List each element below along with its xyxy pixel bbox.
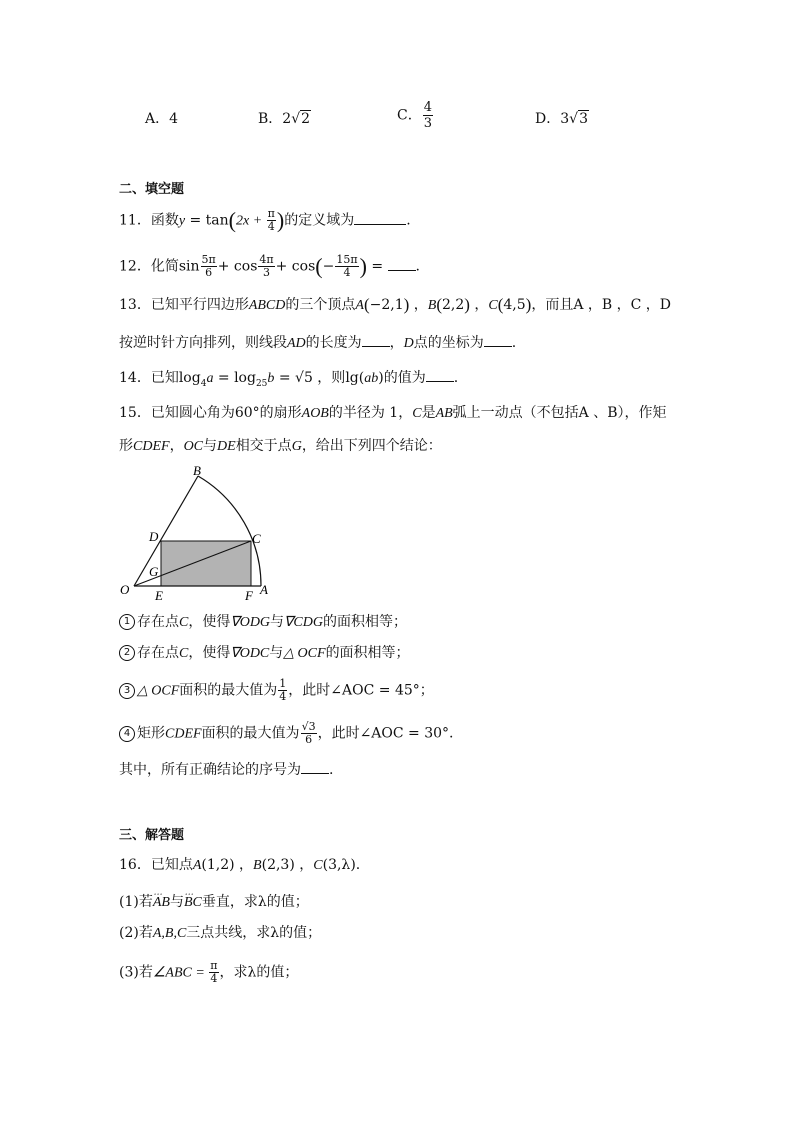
label-b: B [193,463,201,478]
question-14: 14．已知$\log_4a = \log_{25}b = √5$ ，则lg(ab)的值为 . [119,367,458,394]
label-a: A [260,582,268,597]
answer-blank[interactable] [388,256,416,271]
option-d: D．3√3 [535,111,588,127]
question-13-line-2: 按逆时针方向排列，则线段AD的长度为 ，D点的坐标为 . [119,332,516,354]
label-c: C [252,531,261,546]
answer-blank[interactable] [426,367,454,382]
question-13-line-1: 13．已知平行四边形ABCD的三个顶点A(−2,1) ，B(2,2) ，C(4,5)，而且A ，B ，C ，D [119,295,672,314]
answer-blank[interactable] [301,759,329,774]
question-16-part-3: (3)若∠ABC = $\frac{\pi}{4}$ ，求λ的值； [119,959,299,985]
label-e: E [155,588,163,603]
conclusion-3: 3 △ OCF面积的最大值为 $\frac{1}{4}$ ，此时∠AOC = 45°； [119,678,434,703]
question-16-part-2: (2)若A,B,C三点共线，求λ的值； [119,925,322,941]
question-16-part-1: (1)若⋯ AB与⋯ BC垂直，求λ的值； [119,892,309,913]
label-d: D [149,529,159,544]
option-a: A．4 [145,111,179,127]
conclusion-2: 2 存在点C，使得∇ODC与△ OCF的面积相等； [119,643,410,664]
question-12: 12．化简sin $\frac{5\pi}{6}$ + cos $\frac{4\pi}{3}$ + cos(− $\frac{15\pi}{4}$ ) = . [119,253,420,279]
section-heading-fill-blank: 二、填空题 [119,182,185,197]
label-g: G [149,564,159,579]
question-15-line-2: 形CDEF，OC与DE相交于点G，给出下列四个结论： [119,438,442,454]
rectangle-cdef [161,541,251,586]
answer-blank[interactable] [484,332,512,347]
label-f: F [245,588,253,603]
label-o: O [120,582,130,597]
question-15-line-1: 15．已知圆心角为60°的扇形AOB的半径为 1，C是AB弧上一动点（不包括A 、B），作矩 [119,405,667,421]
answer-blank[interactable] [354,210,406,225]
option-b: B．2√2 [258,111,311,127]
question-16: 16．已知点A(1,2) ，B(2,3) ，C(3,λ). [119,857,361,873]
conclusion-1: 1 存在点C，使得∇ODG与∇CDG的面积相等； [119,612,407,633]
option-c: C． $\frac{4}{3}$ [397,100,432,131]
section-heading-solve: 三、解答题 [119,828,185,843]
sector-diagram [110,458,280,604]
question-15-conclusion: 其中，所有正确结论的序号为 . [119,759,333,780]
question-11: 11．函数y = tan(2x + $\frac{\pi}{4}$ )的定义域为 . [119,207,411,233]
answer-blank[interactable] [362,332,390,347]
conclusion-4: 4 矩形CDEF面积的最大值为 $\frac{√3}{6}$ ，此时∠AOC = 30°. [119,721,454,746]
